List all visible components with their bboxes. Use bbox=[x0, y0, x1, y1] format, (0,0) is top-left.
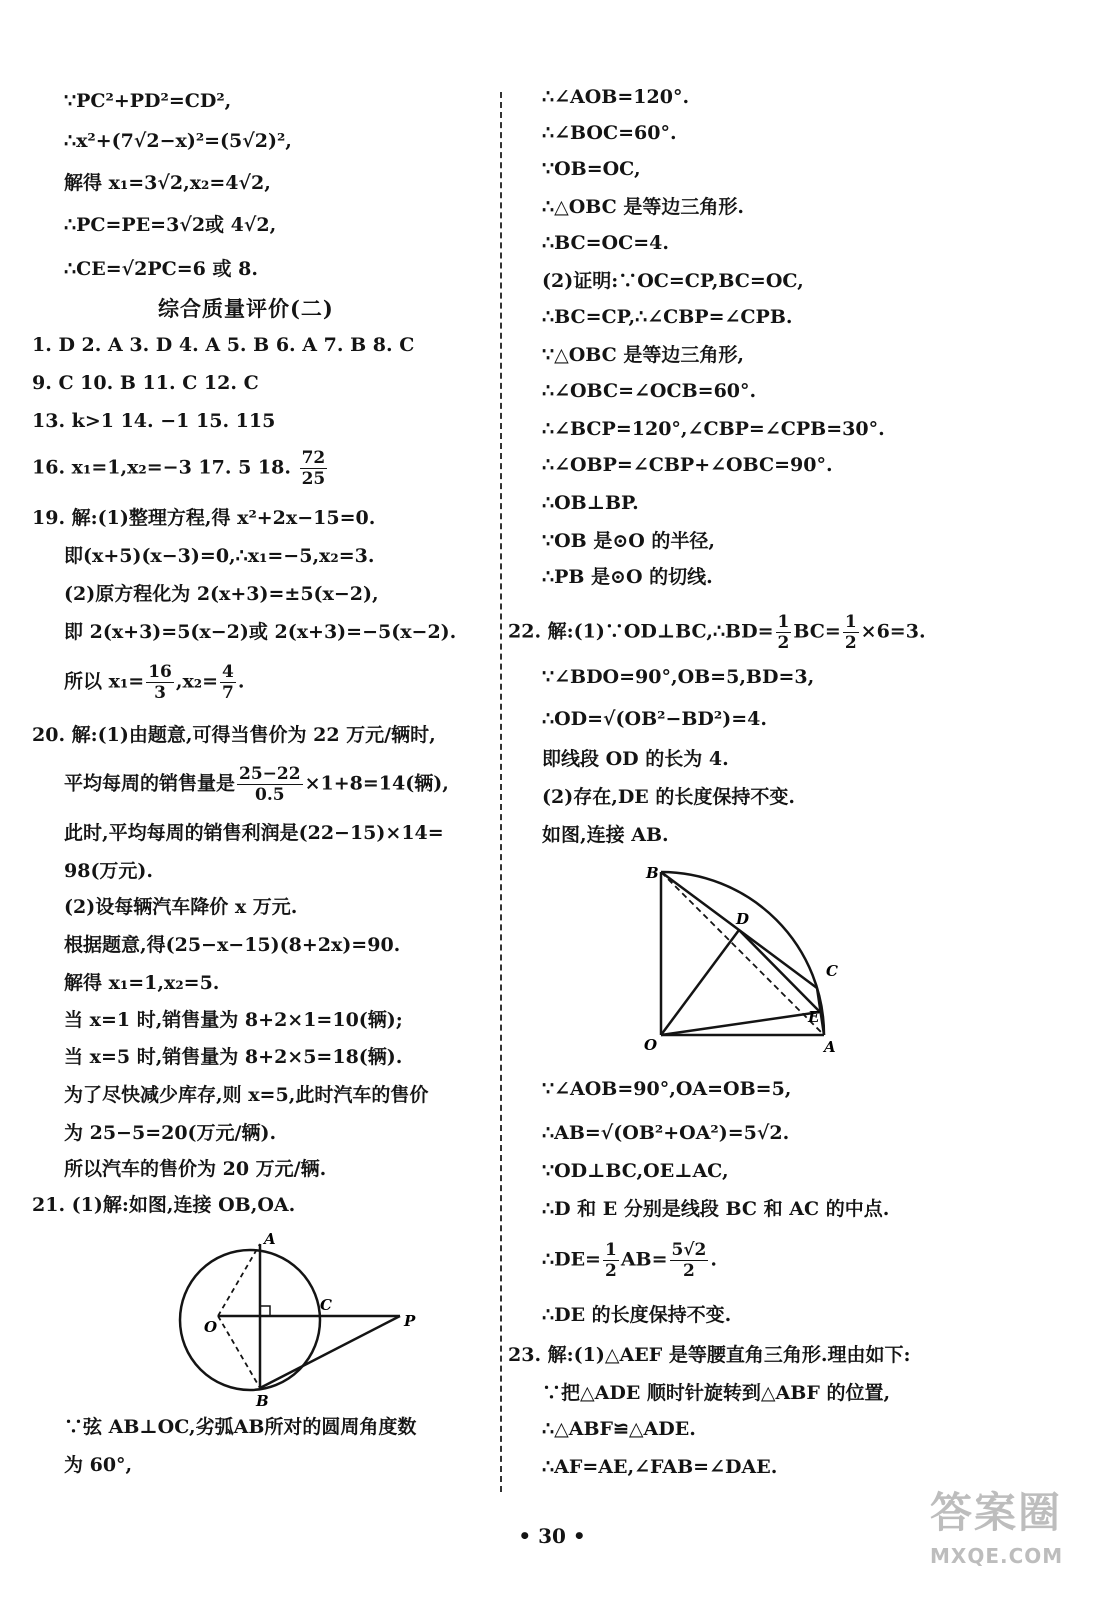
denominator: 2 bbox=[604, 1261, 617, 1281]
text-line: ∵OD⊥BC,OE⊥AC, bbox=[542, 1160, 729, 1182]
text-line: (2)设每辆汽车降价 x 万元. bbox=[64, 896, 298, 918]
text-line: ∴∠AOB=120°. bbox=[542, 86, 690, 108]
fraction bbox=[843, 612, 859, 653]
label-o: O bbox=[204, 1318, 218, 1336]
text-line: ∴OD=√(OB²−BD²)=4. bbox=[542, 708, 767, 730]
text-part: ,x₂= bbox=[175, 670, 219, 693]
label-b: B bbox=[646, 864, 659, 882]
text-line: ∴△OBC 是等边三角形. bbox=[542, 196, 745, 218]
denominator: 7 bbox=[222, 683, 234, 703]
label-d: D bbox=[736, 910, 750, 928]
text-line bbox=[542, 1240, 717, 1281]
text-line: 即(x+5)(x−3)=0,∴x₁=−5,x₂=3. bbox=[64, 545, 375, 567]
text-line: ∴x²+(7√2−x)²=(5√2)², bbox=[64, 130, 292, 152]
numerator: 72 bbox=[301, 448, 326, 468]
answer-text: 16. x₁=1,x₂=−3 17. 5 18. bbox=[32, 456, 291, 479]
text-line: (2)存在,DE 的长度保持不变. bbox=[542, 786, 796, 808]
text-line: ∴DE 的长度保持不变. bbox=[542, 1304, 732, 1326]
text-line: 即 2(x+3)=5(x−2)或 2(x+3)=−5(x−2). bbox=[64, 621, 457, 643]
label-e: E bbox=[808, 1008, 820, 1026]
watermark-logo-text: 答案圈 bbox=[930, 1488, 1063, 1537]
line-od bbox=[661, 930, 739, 1035]
fraction bbox=[300, 448, 328, 489]
text-line: 23. 解:(1)△AEF 是等腰直角三角形.理由如下: bbox=[508, 1344, 911, 1366]
denominator: 3 bbox=[154, 683, 166, 703]
denominator: 2 bbox=[844, 633, 857, 653]
fraction bbox=[237, 764, 303, 805]
denominator: 25 bbox=[301, 469, 326, 489]
section-heading: 综合质量评价(二) bbox=[158, 296, 334, 321]
text-line: ∴∠BCP=120°,∠CBP=∠CPB=30°. bbox=[542, 418, 885, 440]
text-line: ∴BC=CP,∴∠CBP=∠CPB. bbox=[542, 306, 793, 328]
text-line: ∵PC²+PD²=CD², bbox=[64, 90, 232, 112]
numerator: 25−22 bbox=[239, 764, 301, 784]
text-line: 所以汽车的售价为 20 万元/辆. bbox=[64, 1158, 327, 1180]
numerator: 4 bbox=[222, 662, 234, 682]
fraction bbox=[776, 612, 792, 653]
text-line: 此时,平均每周的销售利润是(22−15)×14= bbox=[64, 822, 444, 844]
text-line: ∵把△ADE 顺时针旋转到△ABF 的位置, bbox=[542, 1382, 891, 1404]
text-part: . bbox=[237, 670, 245, 693]
page-number: • 30 • bbox=[518, 1524, 586, 1548]
text-part: BC= bbox=[793, 620, 841, 643]
watermark bbox=[930, 1480, 1090, 1590]
dashed-ob bbox=[218, 1316, 260, 1388]
answer-line bbox=[32, 448, 329, 489]
text-line: ∴∠BOC=60°. bbox=[542, 122, 677, 144]
text-line: 为了尽快减少库存,则 x=5,此时汽车的售价 bbox=[64, 1084, 429, 1106]
text-part: ×6=3. bbox=[860, 620, 926, 643]
numerator: 1 bbox=[604, 1240, 617, 1260]
text-line: 21. (1)解:如图,连接 OB,OA. bbox=[32, 1194, 296, 1216]
text-line: ∴PB 是⊙O 的切线. bbox=[542, 566, 713, 588]
column-divider bbox=[500, 92, 502, 1492]
text-line: ∴△ABF≌△ADE. bbox=[542, 1418, 696, 1440]
text-line: 解得 x₁=1,x₂=5. bbox=[64, 972, 220, 994]
label-b: B bbox=[256, 1392, 269, 1410]
text-line: (2)原方程化为 2(x+3)=±5(x−2), bbox=[64, 583, 379, 605]
fraction bbox=[220, 662, 236, 703]
numerator: 16 bbox=[148, 662, 172, 682]
text-line bbox=[64, 764, 449, 805]
numerator: 5√2 bbox=[671, 1240, 707, 1260]
text-part: AB= bbox=[620, 1248, 668, 1271]
text-part: ∴DE= bbox=[542, 1248, 601, 1271]
text-line: ∵∠AOB=90°,OA=OB=5, bbox=[542, 1078, 792, 1100]
denominator: 2 bbox=[683, 1261, 695, 1281]
text-line: ∴BC=OC=4. bbox=[542, 232, 669, 254]
answer-line: 9. C 10. B 11. C 12. C bbox=[32, 372, 259, 394]
answer-line: 13. k>1 14. −1 15. 115 bbox=[32, 410, 276, 432]
dashed-ab bbox=[661, 872, 824, 1035]
text-line: 20. 解:(1)由题意,可得当售价为 22 万元/辆时, bbox=[32, 724, 436, 746]
text-line: (2)证明:∵OC=CP,BC=OC, bbox=[542, 270, 804, 292]
text-part: 22. 解:(1)∵OD⊥BC,∴BD= bbox=[508, 620, 774, 643]
text-line: ∴∠OBC=∠OCB=60°. bbox=[542, 380, 757, 402]
text-line: 为 25−5=20(万元/辆). bbox=[64, 1122, 277, 1144]
fraction bbox=[670, 1240, 709, 1281]
text-line bbox=[64, 662, 245, 703]
text-line: 即线段 OD 的长为 4. bbox=[542, 748, 729, 770]
label-a: A bbox=[824, 1038, 836, 1056]
label-a: A bbox=[264, 1230, 276, 1248]
text-part: ×1+8=14(辆), bbox=[304, 772, 449, 795]
numerator: 1 bbox=[844, 612, 857, 632]
text-line: 解得 x₁=3√2,x₂=4√2, bbox=[64, 172, 271, 194]
tangent-pb bbox=[260, 1316, 400, 1388]
text-line: ∵OB=OC, bbox=[542, 158, 641, 180]
text-line: ∴OB⊥BP. bbox=[542, 492, 639, 514]
text-line: ∴CE=√2PC=6 或 8. bbox=[64, 258, 258, 280]
label-c: C bbox=[826, 962, 838, 980]
text-line: ∴AB=√(OB²+OA²)=5√2. bbox=[542, 1122, 790, 1144]
text-line: ∵∠BDO=90°,OB=5,BD=3, bbox=[542, 666, 815, 688]
text-line: 当 x=5 时,销售量为 8+2×5=18(辆). bbox=[64, 1046, 403, 1068]
line-de bbox=[739, 930, 820, 1012]
text-line: 当 x=1 时,销售量为 8+2×1=10(辆); bbox=[64, 1009, 403, 1031]
quarter-circle-figure bbox=[644, 860, 844, 1058]
text-line bbox=[508, 612, 926, 653]
text-line: ∴∠OBP=∠CBP+∠OBC=90°. bbox=[542, 454, 833, 476]
text-line: ∵△OBC 是等边三角形, bbox=[542, 344, 745, 366]
text-line: 19. 解:(1)整理方程,得 x²+2x−15=0. bbox=[32, 507, 376, 529]
text-line: 如图,连接 AB. bbox=[542, 824, 669, 846]
numerator: 1 bbox=[777, 612, 790, 632]
text-line: 98(万元). bbox=[64, 860, 154, 882]
label-p: P bbox=[404, 1312, 416, 1330]
right-angle-mark bbox=[260, 1306, 270, 1316]
text-part: . bbox=[710, 1248, 718, 1271]
circle-figure bbox=[142, 1230, 422, 1410]
denominator: 2 bbox=[777, 633, 790, 653]
fraction bbox=[146, 662, 174, 703]
label-c: C bbox=[320, 1296, 332, 1314]
text-line: ∵OB 是⊙O 的半径, bbox=[542, 530, 716, 552]
label-o: O bbox=[644, 1036, 658, 1054]
answer-line: 1. D 2. A 3. D 4. A 5. B 6. A 7. B 8. C bbox=[32, 334, 415, 356]
fraction bbox=[603, 1240, 619, 1281]
text-part: 平均每周的销售量是 bbox=[64, 772, 236, 795]
text-part: 所以 x₁= bbox=[64, 670, 145, 693]
text-line: ∴AF=AE,∠FAB=∠DAE. bbox=[542, 1456, 778, 1478]
line-oe bbox=[661, 1012, 820, 1035]
text-line: ∴PC=PE=3√2或 4√2, bbox=[64, 214, 277, 236]
denominator: 0.5 bbox=[255, 785, 285, 805]
text-line: 为 60°, bbox=[64, 1454, 133, 1476]
text-line: ∴D 和 E 分别是线段 BC 和 AC 的中点. bbox=[542, 1198, 890, 1220]
watermark-url: MXQE.COM bbox=[930, 1544, 1064, 1568]
text-line: ∵弦 AB⊥OC,劣弧AB所对的圆周角度数 bbox=[64, 1416, 417, 1438]
text-line: 根据题意,得(25−x−15)(8+2x)=90. bbox=[64, 934, 401, 956]
